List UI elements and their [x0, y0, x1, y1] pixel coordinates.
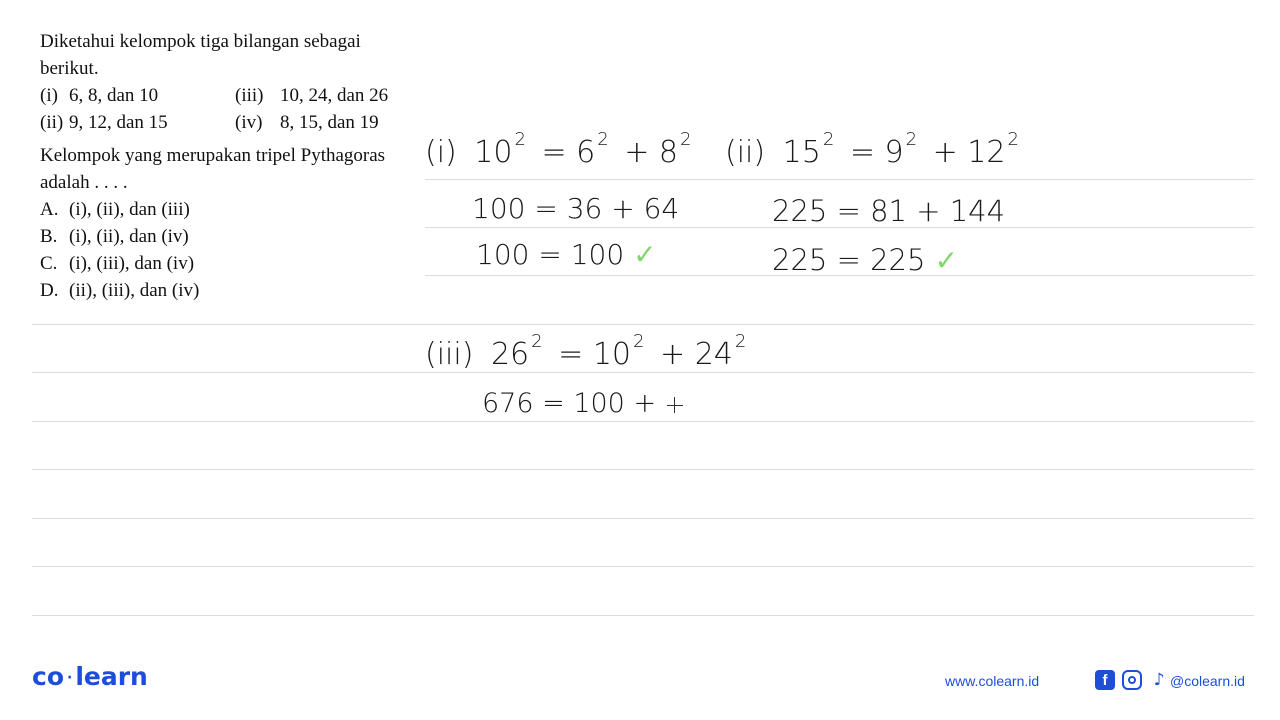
logo-part: co — [32, 662, 64, 691]
item-text: 8, 15, dan 19 — [280, 112, 379, 133]
work-label: (ii) — [725, 135, 766, 170]
work-i-line2: 100 = 36 + 64 — [472, 192, 680, 225]
work-iii-line2 — [482, 388, 685, 419]
exponent: 2 — [633, 331, 645, 352]
items-row — [40, 109, 410, 136]
work-result: 100 = 100 — [476, 238, 625, 271]
work-result: 225 = 225 — [772, 243, 926, 277]
exponent: 2 — [680, 129, 692, 150]
exponent: 2 — [531, 331, 543, 352]
exponent: 2 — [514, 129, 526, 150]
exponent: 2 — [1007, 129, 1019, 150]
check-icon: ✓ — [934, 244, 959, 277]
work-term: 10 — [474, 135, 513, 170]
work-term: + 8 — [624, 135, 679, 170]
option-text: (i), (ii), dan (iv) — [69, 226, 189, 247]
website-link[interactable]: www.colearn.id — [945, 673, 1040, 689]
option-text: (ii), (iii), dan (iv) — [69, 280, 200, 301]
option-b — [40, 223, 410, 250]
ruled-line — [32, 566, 1254, 567]
work-term: + 12 — [932, 135, 1006, 170]
check-icon: ✓ — [633, 238, 657, 271]
option-letter: A. — [40, 199, 59, 220]
option-letter: D. — [40, 280, 59, 301]
cursor-icon — [665, 395, 685, 415]
work-term: = 10 — [558, 337, 632, 372]
work-i-line3 — [476, 238, 657, 271]
question-block — [40, 28, 410, 304]
exponent: 2 — [905, 129, 918, 150]
work-partial: 676 = 100 + — [482, 388, 657, 419]
item-text: 6, 8, dan 10 — [69, 85, 159, 106]
option-text: (i), (iii), dan (iv) — [69, 253, 195, 274]
work-term: = 6 — [541, 135, 596, 170]
logo-part: learn — [75, 662, 148, 691]
option-letter: B. — [40, 226, 58, 247]
work-term: 15 — [782, 135, 821, 170]
footer — [0, 650, 1280, 710]
item-num: (ii) — [40, 112, 64, 133]
work-label: (iii) — [425, 337, 474, 372]
tiktok-icon[interactable]: ♪ — [1153, 670, 1165, 690]
work-ii-line3 — [772, 243, 958, 277]
social-handle[interactable]: @colearn.id — [1170, 673, 1245, 689]
exponent: 2 — [734, 331, 747, 352]
question-intro: Diketahui kelompok tiga bilangan sebagai berikut. — [40, 31, 361, 79]
ruled-line — [32, 615, 1254, 616]
work-iii-line1 — [425, 331, 747, 372]
work-term: + 24 — [660, 337, 733, 372]
work-ii-line1 — [725, 129, 1019, 170]
items-row — [40, 82, 410, 109]
item-num: (iii) — [235, 85, 264, 106]
work-label: (i) — [425, 135, 457, 170]
exponent: 2 — [822, 129, 835, 150]
item-text: 9, 12, dan 15 — [69, 112, 168, 133]
facebook-icon[interactable]: f — [1095, 670, 1115, 690]
option-d — [40, 277, 410, 304]
ruled-line — [32, 372, 1254, 373]
question-prompt: Kelompok yang merupakan tripel Pythagoras adalah . . . . — [40, 145, 386, 193]
option-c — [40, 250, 410, 277]
ruled-line — [32, 518, 1254, 519]
ruled-line — [32, 324, 1254, 325]
item-num: (iv) — [235, 112, 263, 133]
ruled-line — [32, 469, 1254, 470]
exponent: 2 — [597, 129, 609, 150]
work-term: 26 — [490, 337, 530, 372]
work-term: = 9 — [849, 135, 904, 170]
option-letter: C. — [40, 253, 58, 274]
work-ii-line2: 225 = 81 + 144 — [772, 194, 1006, 228]
item-text: 10, 24, dan 26 — [280, 85, 389, 106]
ruled-line — [425, 179, 1254, 180]
work-i-line1 — [425, 129, 692, 170]
instagram-icon[interactable] — [1122, 670, 1142, 690]
ruled-line — [32, 421, 1254, 422]
item-num: (i) — [40, 85, 58, 106]
colearn-logo: co · learn — [32, 662, 148, 691]
option-a — [40, 196, 410, 223]
option-text: (i), (ii), dan (iii) — [69, 199, 190, 220]
